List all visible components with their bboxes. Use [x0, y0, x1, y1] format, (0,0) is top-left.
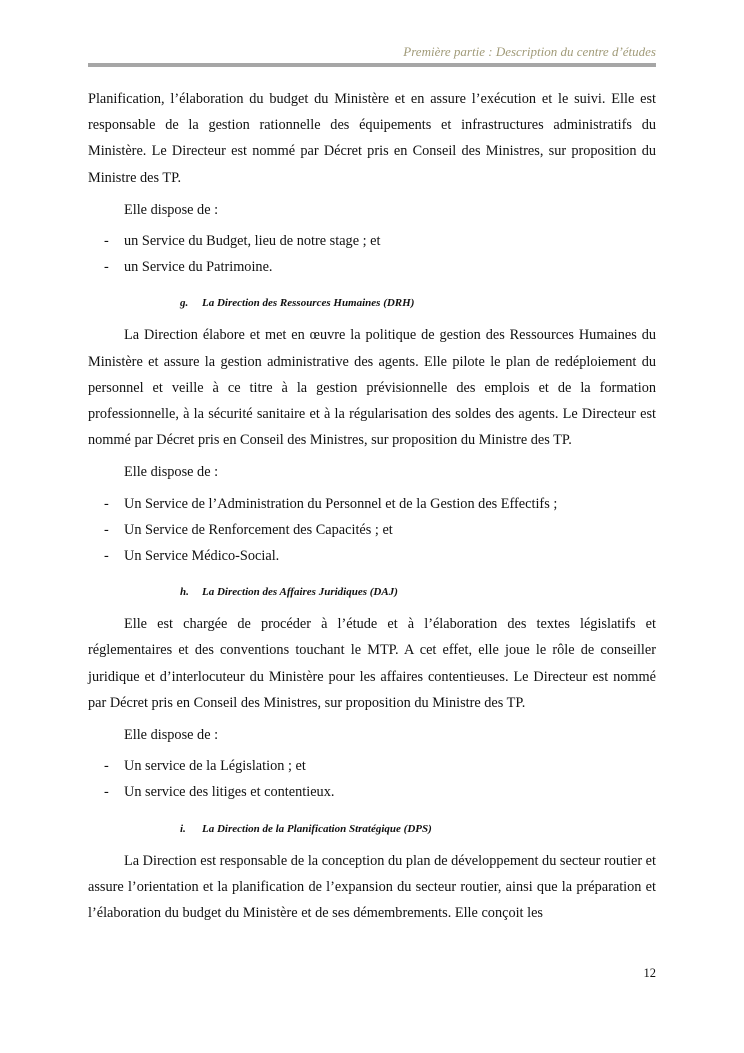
section-heading-g: [88, 290, 656, 316]
list-item: - Un Service de l’Administration du Personnel et de la Gestion des Effectifs ;: [88, 491, 656, 517]
list-item: - Un Service Médico-Social.: [88, 543, 656, 569]
service-list: [88, 228, 656, 280]
running-header: Première partie : Description du centre d’études: [403, 44, 656, 59]
service-list: [88, 491, 656, 570]
section-title: La Direction des Affaires Juridiques (DAJ): [202, 586, 398, 599]
list-item: - un Service du Patrimoine.: [88, 254, 656, 280]
list-item: - Un service de la Législation ; et: [88, 753, 656, 779]
list-item: - Un Service de Renforcement des Capacités ; et: [88, 517, 656, 543]
list-item: - Un service des litiges et contentieux.: [88, 779, 656, 805]
section-title: La Direction de la Planification Stratégique (DPS): [202, 822, 432, 835]
section-heading-h: [88, 579, 656, 605]
section-heading-i: [88, 816, 656, 842]
page-body: [88, 86, 656, 926]
header-rule: [88, 63, 656, 67]
dispose-line: Elle dispose de :: [124, 464, 219, 481]
section-letter: h.: [180, 586, 189, 599]
section-letter: i.: [180, 822, 186, 835]
paragraph: Elle est chargée de procéder à l’étude et à l’élaboration des textes législatifs et réglementaires et des conventions touchant le MTP. A cet effet, elle joue le rôle de conseiller juridique et d’interlocuteur du Ministère pour les affaires contentieuses. Le Directeur est nommé par Décret pris en Conseil des Ministres, sur proposition du Ministre des TP.: [88, 616, 656, 711]
dispose-line: Elle dispose de :: [124, 727, 219, 744]
paragraph: Planification, l’élaboration du budget du Ministère et en assure l’exécution et le suivi. Elle est responsable de la gestion rationnelle des équipements et infrastructures administratifs du Ministère. Le Directeur est nommé par Décret pris en Conseil des Ministres, sur proposition du Ministre des TP.: [88, 91, 656, 186]
section-letter: g.: [180, 297, 189, 310]
section-title: La Direction des Ressources Humaines (DRH): [202, 297, 415, 310]
paragraph: La Direction est responsable de la conception du plan de développement du secteur routier et assure l’orientation et la planification de l’expansion du secteur routier, ainsi que la préparation et l’élaboration du budget du Ministère et de ses démembrements. Elle conçoit les: [88, 852, 656, 922]
service-list: [88, 753, 656, 805]
paragraph: La Direction élabore et met en œuvre la politique de gestion des Ressources Humaines du Ministère et assure la gestion administrative des agents. Elle pilote le plan de redéploiement du personnel et veille à ce titre à la gestion prévisionnelle des emplois et de la formation professionnelle, à la sécurité sanitaire et à la régularisation des soldes des agents. Le Directeur est nommé par Décret pris en Conseil des Ministres, sur proposition du Ministre des TP.: [88, 327, 656, 449]
list-item: - un Service du Budget, lieu de notre stage ; et: [88, 228, 656, 254]
page-number: 12: [643, 966, 656, 980]
dispose-line: Elle dispose de :: [124, 201, 219, 218]
